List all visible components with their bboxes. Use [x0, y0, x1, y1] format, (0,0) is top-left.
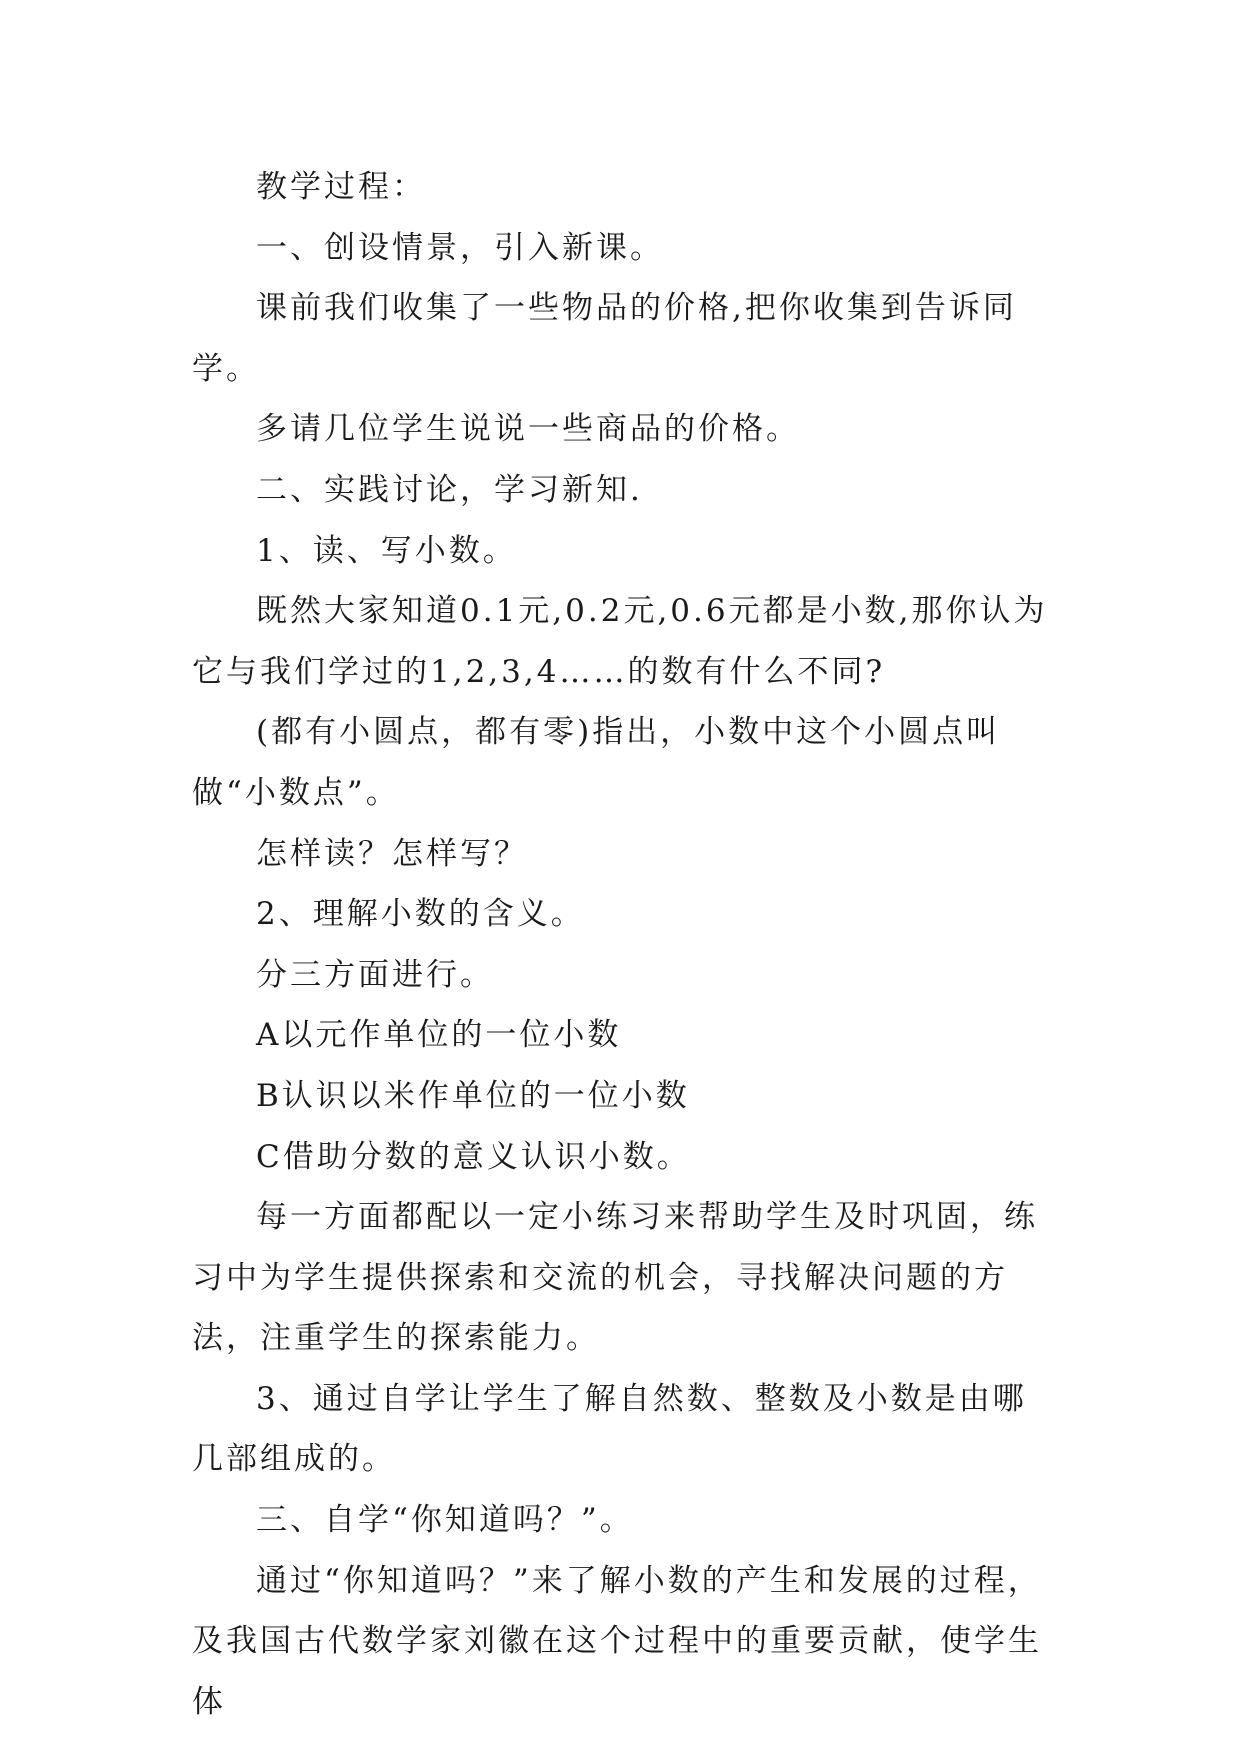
- paragraph: 通过“你知道吗？”来了解小数的产生和发展的过程，及我国古代数学家刘徽在这个过程中的重要贡献，使学生体: [192, 1562, 1042, 1720]
- paragraph-section-three: 三、自学“你知道吗？”。: [256, 1502, 634, 1539]
- paragraph: 怎样读？怎样写？: [256, 835, 528, 872]
- paragraph-item-2: 2、理解小数的含义。: [256, 896, 585, 933]
- paragraph: 每一方面都配以一定小练习来帮助学生及时巩固，练习中为学生提供探索和交流的机会，寻找解决问题的方法，注重学生的探索能力。: [192, 1199, 1038, 1357]
- paragraph: 课前我们收集了一些物品的价格,把你收集到告诉同学。: [192, 290, 1017, 387]
- paragraph-section-two: 二、实践讨论，学习新知.: [256, 471, 643, 508]
- paragraph-item-b: B认识以米作单位的一位小数: [256, 1077, 690, 1114]
- paragraph-item-a: A以元作单位的一位小数: [256, 1017, 622, 1054]
- paragraph: (都有小圆点，都有零)指出，小数中这个小圆点叫做“小数点”。: [192, 714, 1001, 811]
- paragraph-heading-teaching-process: 教学过程：: [256, 169, 426, 205]
- paragraph: 多请几位学生说说一些商品的价格。: [256, 411, 800, 448]
- paragraph-item-1: 1、读、写小数。: [256, 532, 517, 569]
- document-body: [192, 157, 1052, 1732]
- paragraph: 分三方面进行。: [256, 956, 494, 993]
- paragraph: 既然大家知道0.1元,0.2元,0.6元都是小数,那你认为它与我们学过的1,2,3,4……的数有什么不同?: [192, 593, 1048, 690]
- paragraph-item-c: C借助分数的意义认识小数。: [256, 1138, 691, 1175]
- paragraph-section-one: 一、创设情景，引入新课。: [256, 229, 664, 266]
- paragraph-item-3: 3、通过自学让学生了解自然数、整数及小数是由哪几部组成的。: [192, 1380, 1027, 1478]
